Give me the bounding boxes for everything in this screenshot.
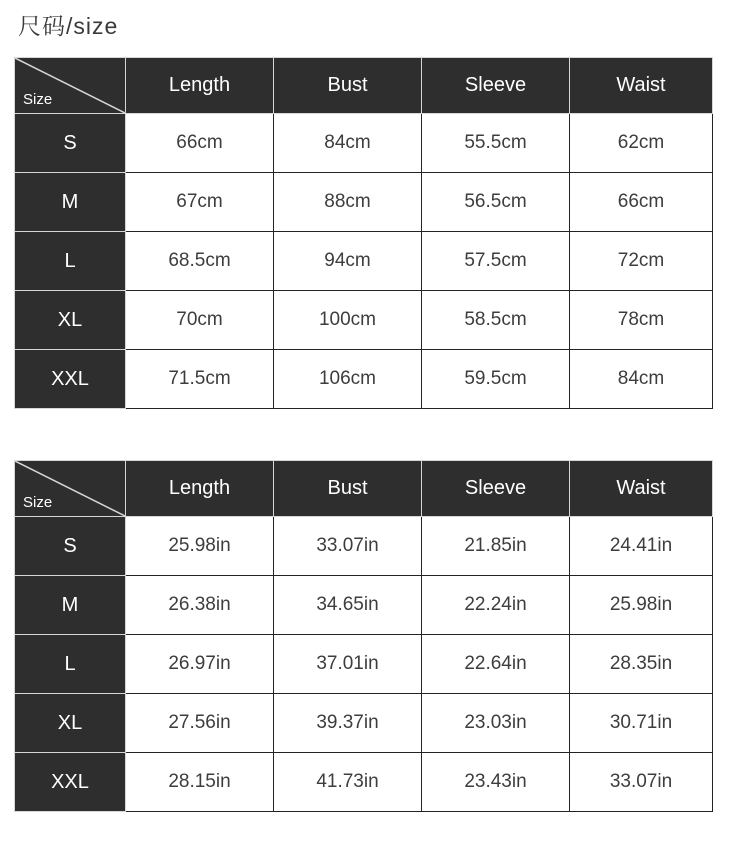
value-cell: 27.56in (126, 694, 274, 753)
corner-cell (15, 58, 126, 114)
value-cell: 22.24in (422, 576, 570, 635)
table-row (15, 576, 713, 635)
value-cell: 68.5cm (126, 232, 274, 291)
value-cell: 39.37in (274, 694, 422, 753)
table-row (15, 753, 713, 812)
value-cell: 30.71in (570, 694, 713, 753)
size-tables (0, 57, 756, 812)
column-header-sleeve: Sleeve (422, 461, 570, 517)
size-label-cell: XXL (15, 350, 126, 409)
value-cell: 23.43in (422, 753, 570, 812)
value-cell: 25.98in (126, 517, 274, 576)
table-row (15, 694, 713, 753)
value-cell: 58.5cm (422, 291, 570, 350)
value-cell: 26.97in (126, 635, 274, 694)
column-header-bust: Bust (274, 58, 422, 114)
size-label-cell: M (15, 173, 126, 232)
table-row (15, 291, 713, 350)
corner-size-label: Size (23, 494, 53, 511)
value-cell: 71.5cm (126, 350, 274, 409)
size-label-cell: M (15, 576, 126, 635)
value-cell: 66cm (570, 173, 713, 232)
value-cell: 84cm (570, 350, 713, 409)
corner-size-label: Size (23, 91, 53, 108)
value-cell: 28.15in (126, 753, 274, 812)
value-cell: 37.01in (274, 635, 422, 694)
value-cell: 56.5cm (422, 173, 570, 232)
table-row (15, 173, 713, 232)
size-label-cell: XL (15, 291, 126, 350)
value-cell: 72cm (570, 232, 713, 291)
size-label-cell: S (15, 114, 126, 173)
table-row (15, 114, 713, 173)
value-cell: 88cm (274, 173, 422, 232)
size-label-cell: XL (15, 694, 126, 753)
corner-cell (15, 461, 126, 517)
header-row (15, 461, 713, 517)
size-label-cell: L (15, 635, 126, 694)
value-cell: 84cm (274, 114, 422, 173)
value-cell: 24.41in (570, 517, 713, 576)
value-cell: 59.5cm (422, 350, 570, 409)
value-cell: 34.65in (274, 576, 422, 635)
value-cell: 41.73in (274, 753, 422, 812)
value-cell: 23.03in (422, 694, 570, 753)
column-header-length: Length (126, 461, 274, 517)
value-cell: 66cm (126, 114, 274, 173)
value-cell: 78cm (570, 291, 713, 350)
value-cell: 100cm (274, 291, 422, 350)
value-cell: 21.85in (422, 517, 570, 576)
table-row (15, 517, 713, 576)
value-cell: 67cm (126, 173, 274, 232)
table-row (15, 350, 713, 409)
value-cell: 57.5cm (422, 232, 570, 291)
value-cell: 33.07in (570, 753, 713, 812)
value-cell: 26.38in (126, 576, 274, 635)
value-cell: 94cm (274, 232, 422, 291)
value-cell: 55.5cm (422, 114, 570, 173)
size-label-cell: L (15, 232, 126, 291)
size-label-cell: XXL (15, 753, 126, 812)
size-chart-inches (14, 460, 713, 812)
column-header-waist: Waist (570, 461, 713, 517)
column-header-sleeve: Sleeve (422, 58, 570, 114)
size-chart-cm (14, 57, 713, 409)
page-title: 尺码/size (18, 13, 119, 39)
value-cell: 62cm (570, 114, 713, 173)
column-header-length: Length (126, 58, 274, 114)
column-header-bust: Bust (274, 461, 422, 517)
column-header-waist: Waist (570, 58, 713, 114)
value-cell: 28.35in (570, 635, 713, 694)
value-cell: 33.07in (274, 517, 422, 576)
value-cell: 106cm (274, 350, 422, 409)
value-cell: 70cm (126, 291, 274, 350)
value-cell: 25.98in (570, 576, 713, 635)
header-row (15, 58, 713, 114)
value-cell: 22.64in (422, 635, 570, 694)
table-row (15, 635, 713, 694)
table-row (15, 232, 713, 291)
size-label-cell: S (15, 517, 126, 576)
